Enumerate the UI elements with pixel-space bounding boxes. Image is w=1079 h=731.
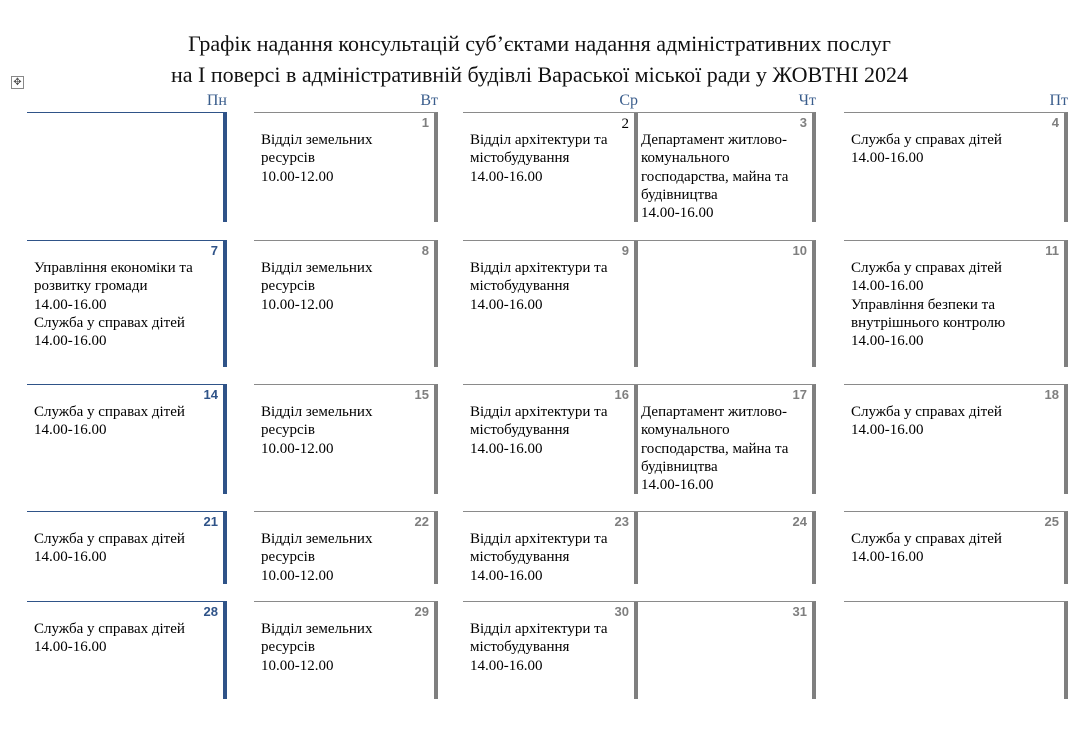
consultation-time: 10.00-12.00 — [261, 567, 334, 584]
day-number: 2 — [621, 116, 629, 132]
consultation-department: Відділ архітектури та містобудування — [470, 132, 608, 167]
day-number: 22 — [414, 514, 429, 529]
day-number: 30 — [614, 604, 629, 619]
consultation-time: 14.00-16.00 — [641, 477, 714, 494]
weekday-header: Пт — [1049, 92, 1068, 109]
consultation-department: Відділ земельних ресурсів — [261, 260, 373, 295]
weekday-header: Чт — [798, 92, 816, 109]
calendar-day-cell — [844, 511, 1068, 584]
day-number: 1 — [421, 115, 429, 130]
consultation-department: Відділ архітектури та містобудування — [470, 531, 608, 566]
consultation-time: 14.00-16.00 — [470, 657, 543, 674]
day-entries — [470, 530, 622, 585]
day-entries — [470, 620, 622, 675]
consultation-time: 14.00-16.00 — [470, 168, 543, 185]
day-number: 28 — [203, 604, 218, 619]
consultation-time: 14.00-16.00 — [34, 333, 107, 350]
calendar-day-cell — [254, 240, 438, 367]
consultation-time: 14.00-16.00 — [470, 567, 543, 584]
calendar-day-cell — [463, 384, 638, 494]
calendar-day-cell — [634, 601, 816, 699]
calendar-day-cell — [463, 240, 638, 367]
day-entries — [261, 530, 422, 585]
calendar-day-cell — [844, 601, 1068, 699]
consultation-department: Служба у справах дітей — [851, 132, 1002, 148]
consultation-time: 10.00-12.00 — [261, 168, 334, 185]
calendar-day-cell — [844, 112, 1068, 222]
day-number: 23 — [614, 514, 629, 529]
day-entries — [261, 620, 422, 675]
calendar-day-cell — [254, 601, 438, 699]
calendar-day-cell — [254, 384, 438, 494]
day-entries — [34, 259, 211, 350]
day-number: 16 — [614, 387, 629, 402]
consultation-time: 14.00-16.00 — [851, 549, 924, 566]
page-title-line-1: Графік надання консультацій суб’єктами надання адміністративних послуг — [188, 31, 891, 56]
calendar-day-cell — [844, 240, 1068, 367]
consultation-department: Служба у справах дітей — [851, 260, 1002, 276]
consultation-time: 14.00-16.00 — [851, 278, 924, 295]
consultation-time: 14.00-16.00 — [34, 422, 107, 439]
consultation-department: Відділ земельних ресурсів — [261, 531, 373, 566]
day-entries — [261, 131, 422, 186]
day-entries — [851, 530, 1052, 567]
calendar-day-cell — [27, 384, 227, 494]
day-number: 4 — [1051, 115, 1059, 130]
weekday-header: Вт — [420, 92, 438, 109]
day-number: 29 — [414, 604, 429, 619]
day-number: 8 — [421, 243, 429, 258]
day-entries — [34, 530, 211, 567]
consultation-time: 14.00-16.00 — [34, 296, 107, 313]
day-number: 9 — [621, 243, 629, 258]
consultation-time: 14.00-16.00 — [851, 422, 924, 439]
day-number: 17 — [792, 387, 807, 402]
consultation-department: Відділ земельних ресурсів — [261, 621, 373, 656]
calendar-day-cell — [27, 601, 227, 699]
consultation-department: Відділ архітектури та містобудування — [470, 260, 608, 295]
calendar-day-cell — [27, 511, 227, 584]
table-move-handle-icon[interactable]: ✥ — [11, 76, 24, 89]
day-number: 11 — [1045, 243, 1059, 258]
consultation-time: 10.00-12.00 — [261, 296, 334, 313]
day-entries — [851, 259, 1052, 350]
day-entries — [261, 403, 422, 458]
day-entries — [470, 259, 622, 314]
page-title-line-2: на І поверсі в адміністративній будівлі Вараської міської ради у ЖОВТНІ 2024 — [170, 62, 909, 87]
day-entries — [851, 131, 1052, 168]
day-entries — [34, 403, 211, 440]
day-number: 14 — [203, 387, 218, 402]
consultation-time: 14.00-16.00 — [470, 296, 543, 313]
consultation-department: Служба у справах дітей — [34, 314, 185, 331]
calendar-day-cell — [27, 240, 227, 367]
consultation-department: Управління безпеки та внутрішнього контролю — [851, 296, 1006, 331]
day-number: 31 — [792, 604, 807, 619]
calendar-day-cell — [634, 511, 816, 584]
calendar-day-cell — [844, 384, 1068, 494]
calendar-day-cell — [254, 511, 438, 584]
day-number: 25 — [1044, 514, 1059, 529]
day-number: 15 — [414, 387, 429, 402]
day-entries — [641, 131, 800, 222]
day-number: 10 — [792, 243, 807, 258]
consultation-time: 14.00-16.00 — [470, 440, 543, 457]
weekday-header: Ср — [619, 92, 638, 109]
calendar-day-cell — [463, 112, 638, 222]
consultation-time: 14.00-16.00 — [851, 150, 924, 167]
calendar-day-cell — [254, 112, 438, 222]
day-entries — [34, 620, 211, 657]
day-entries — [261, 259, 422, 314]
consultation-department: Департамент житлово-комунального господарства, майна та будівництва — [641, 132, 789, 203]
calendar-day-cell — [27, 112, 227, 222]
day-number: 24 — [792, 514, 807, 529]
consultation-department: Департамент житлово-комунального господарства, майна та будівництва — [641, 404, 789, 475]
day-number: 7 — [210, 243, 218, 258]
consultation-department: Відділ архітектури та містобудування — [470, 621, 608, 656]
consultation-department: Служба у справах дітей — [34, 531, 185, 547]
weekday-header: Пн — [206, 92, 227, 109]
consultation-department: Служба у справах дітей — [34, 621, 185, 637]
consultation-time: 10.00-12.00 — [261, 440, 334, 457]
calendar-day-cell — [634, 384, 816, 494]
consultation-time: 14.00-16.00 — [851, 333, 924, 350]
consultation-department: Служба у справах дітей — [851, 531, 1002, 547]
consultation-time: 10.00-12.00 — [261, 657, 334, 674]
consultation-department: Служба у справах дітей — [34, 404, 185, 420]
calendar-day-cell — [463, 511, 638, 584]
consultation-time: 14.00-16.00 — [34, 639, 107, 656]
day-entries — [851, 403, 1052, 440]
day-number: 18 — [1044, 387, 1059, 402]
calendar-day-cell — [463, 601, 638, 699]
consultation-department: Управління економіки та розвитку громади — [34, 260, 193, 295]
consultation-department: Служба у справах дітей — [851, 404, 1002, 420]
consultation-time: 14.00-16.00 — [34, 549, 107, 566]
day-entries — [470, 403, 622, 458]
consultation-department: Відділ земельних ресурсів — [261, 132, 373, 167]
consultation-department: Відділ архітектури та містобудування — [470, 404, 608, 439]
calendar-day-cell — [634, 112, 816, 222]
consultation-time: 14.00-16.00 — [641, 205, 714, 222]
calendar-day-cell — [634, 240, 816, 367]
day-entries — [641, 403, 800, 494]
day-number: 3 — [799, 115, 807, 130]
day-entries — [470, 131, 622, 186]
consultation-department: Відділ земельних ресурсів — [261, 404, 373, 439]
day-number: 21 — [203, 514, 218, 529]
